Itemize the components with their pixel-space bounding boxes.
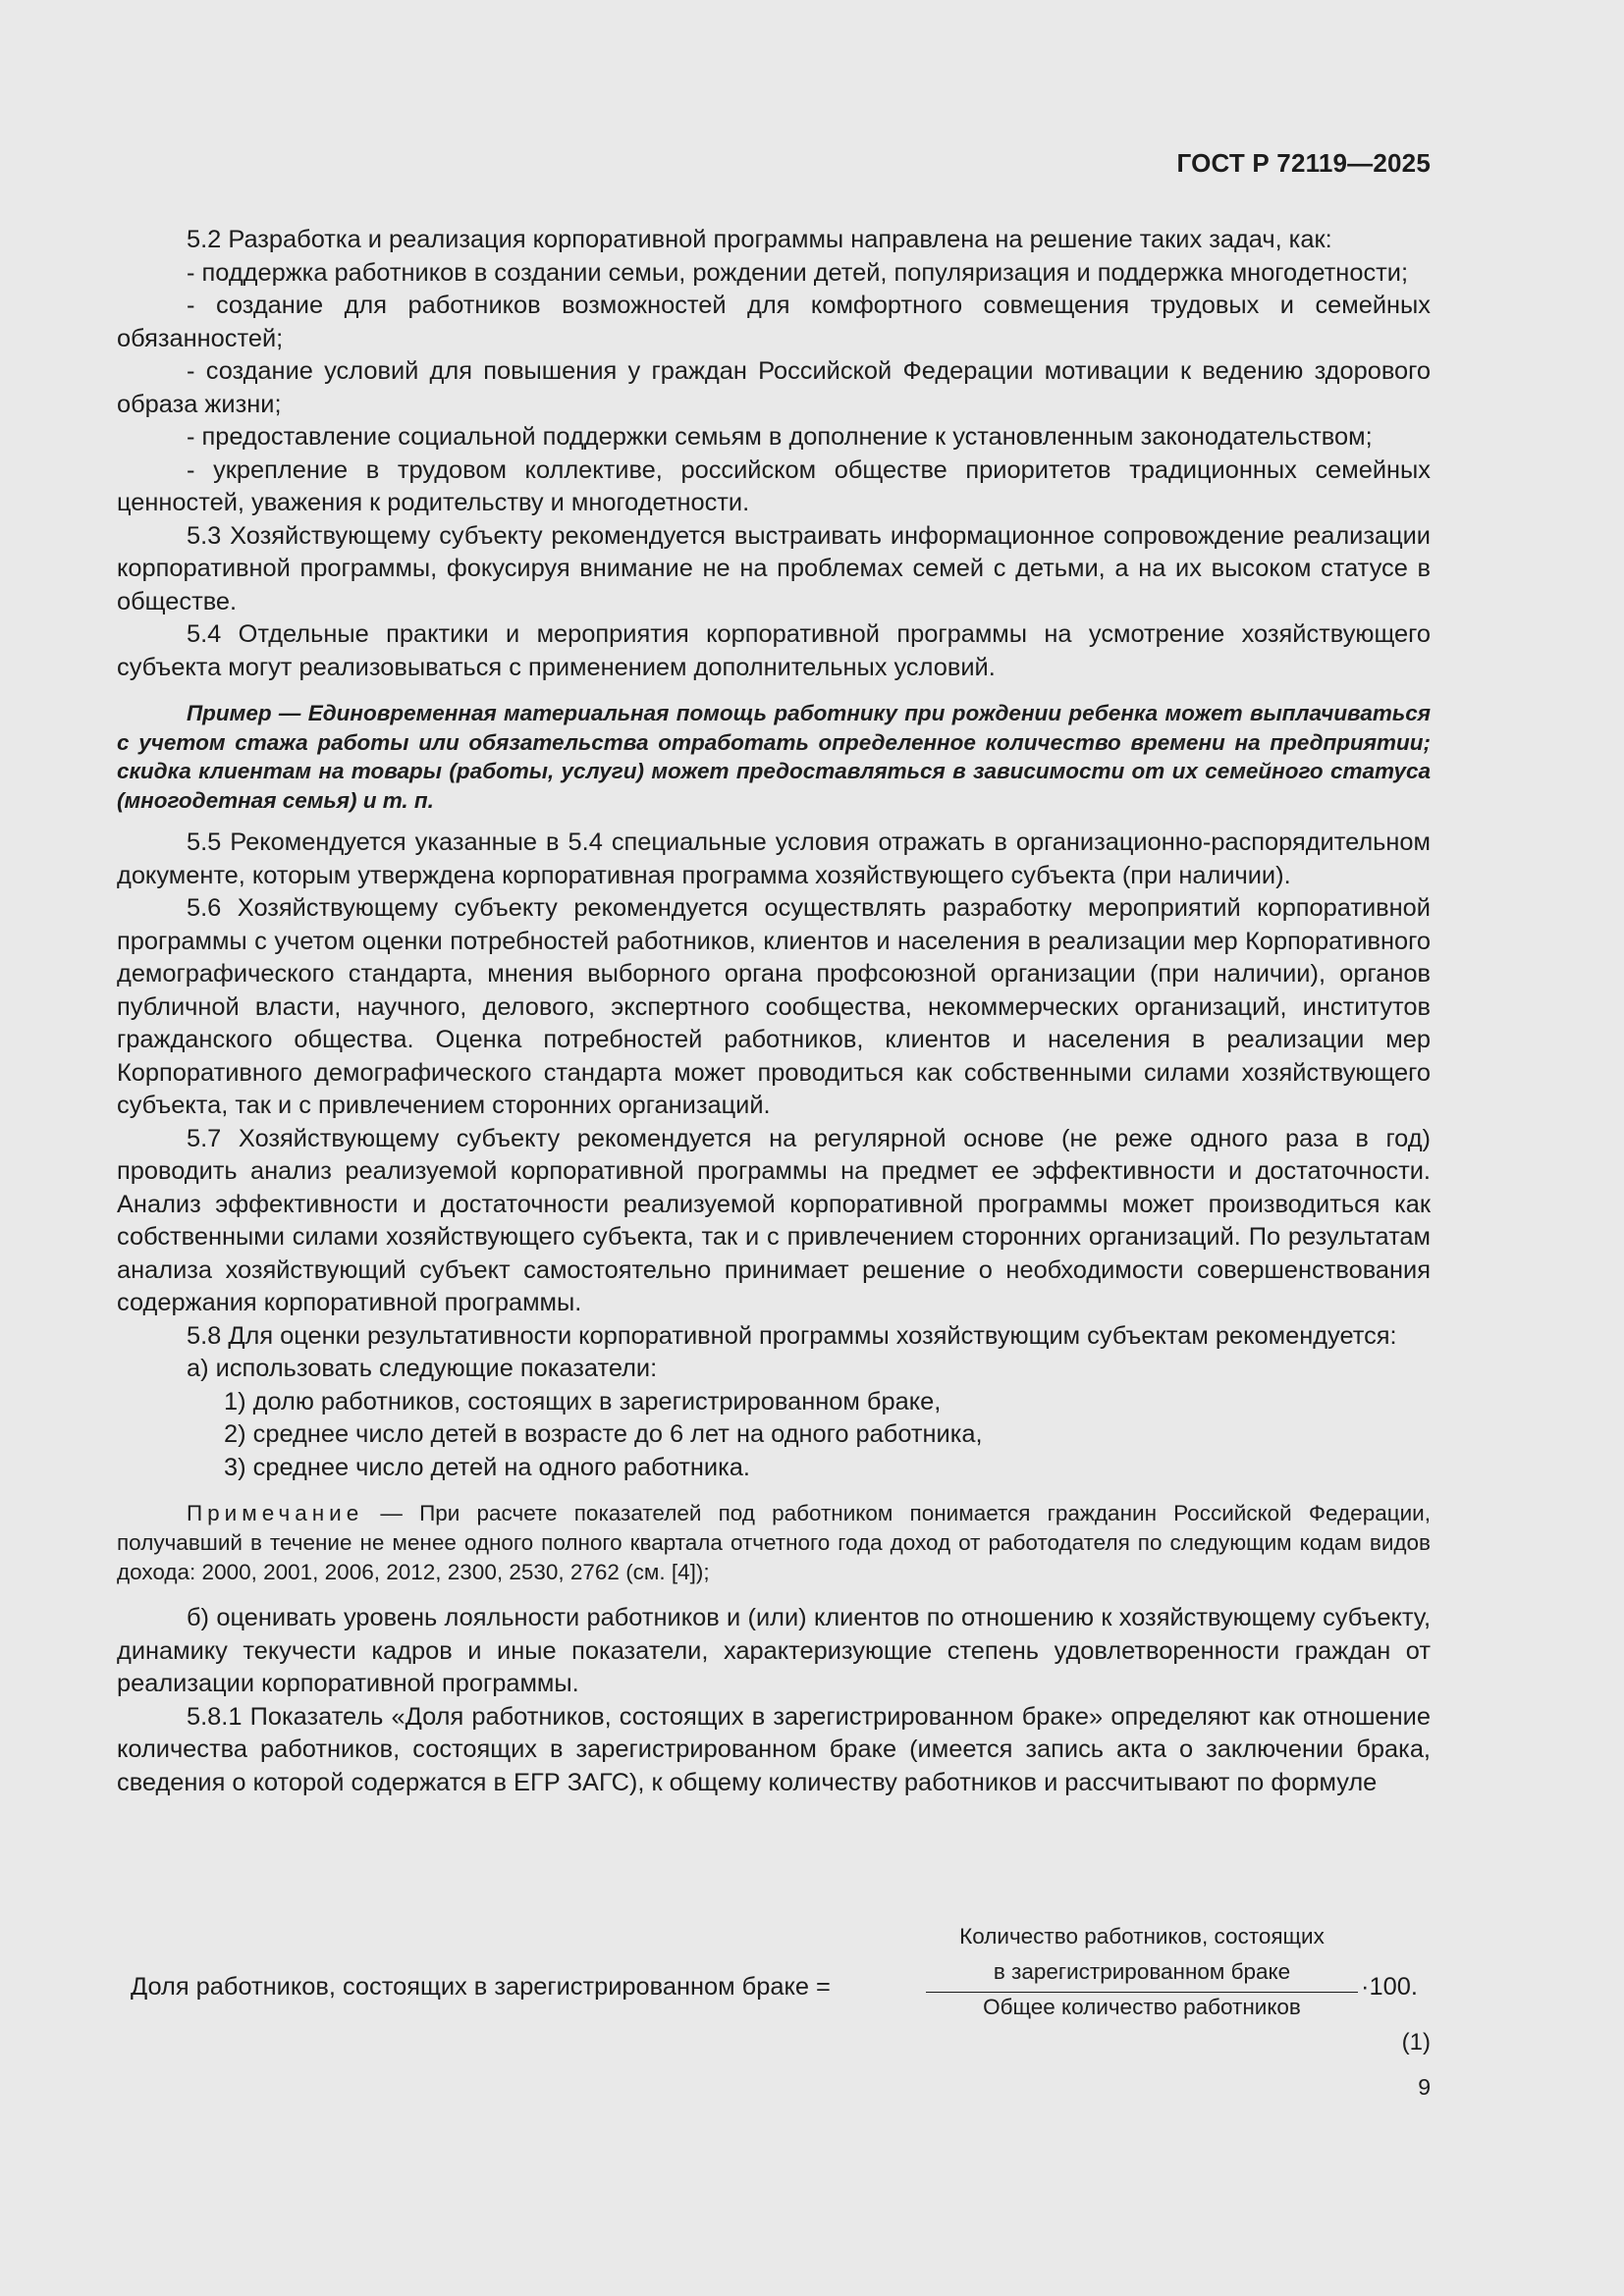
note-block [117, 1499, 1431, 1587]
formula-fraction [926, 1919, 1358, 2022]
list-item: - укрепление в трудовом коллективе, российском обществе приоритетов традиционных семейных ценностей, уважения к родительству и многодетности. [117, 455, 1431, 516]
paragraph: 5.5 Рекомендуется указанные в 5.4 специальные условия отражать в организационно-распорядительном документе, которым утверждена корпоративная программа хозяйствующего субъекта (при наличии). [117, 828, 1431, 889]
example-block: Пример — Единовременная материальная помощь работнику при рождении ребенка может выплачиваться с учетом стажа работы или обязательства отработать определенное количество времени на предприятии; скидка клиентам на товары (работы, услуги) может предоставляться в зависимости от их семейного статуса (многодетная семья) и т. п. [117, 701, 1431, 813]
page-number: 9 [1418, 2074, 1431, 2100]
paragraph: 5.2 Разработка и реализация корпоративной программы направлена на решение таких задач, как: [187, 226, 1332, 253]
list-item: а) использовать следующие показатели: [187, 1355, 658, 1382]
paragraph: 5.4 Отдельные практики и мероприятия корпоративной программы на усмотрение хозяйствующего субъекта могут реализовываться с применением дополнительных условий. [117, 620, 1431, 681]
document-body [117, 224, 1431, 1799]
list-item: - создание для работников возможностей для комфортного совмещения трудовых и семейных обязанностей; [117, 292, 1431, 352]
sub-list-item: 1) долю работников, состоящих в зарегистрированном браке, [224, 1387, 942, 1415]
list-item: - предоставление социальной поддержки семьям в дополнение к установленным законодательством; [187, 423, 1373, 451]
list-item: - поддержка работников в создании семьи, рождении детей, популяризация и поддержка многодетности; [187, 258, 1409, 287]
paragraph: 5.8.1 Показатель «Доля работников, состоящих в зарегистрированном браке» определяют как отношение количества работников, состоящих в зарегистрированном браке (имеется запись акта о заключении брака, сведения о которой содержатся в ЕГР ЗАГС), к общему количеству работников и рассчитывают по формуле [117, 1702, 1431, 1796]
sub-list-item: 3) среднее число детей на одного работника. [224, 1453, 750, 1481]
formula-numerator-line2: в зарегистрированном браке [993, 1959, 1291, 1984]
paragraph: 5.3 Хозяйствующему субъекту рекомендуется выстраивать информационное сопровождение реализации корпоративной программы, фокусируя внимание не на проблемах семей с детьми, а на их высоком статусе в обществе. [117, 521, 1431, 615]
formula-multiplier: ·100. [1361, 1973, 1418, 2001]
list-item: б) оценивать уровень лояльности работников и (или) клиентов по отношению к хозяйствующему субъекту, динамику текучести кадров и иные показатели, характеризующие степень удовлетворенности граждан от реализации корпоративной программы. [117, 1604, 1431, 1697]
formula-lhs: Доля работников, состоящих в зарегистрированном браке = [131, 1973, 831, 2001]
paragraph: 5.8 Для оценки результативности корпоративной программы хозяйствующим субъектам рекомендуется: [187, 1321, 1397, 1350]
doc-code: ГОСТ Р 72119—2025 [1176, 148, 1431, 178]
note-text: — При расчете показателей под работником понимается гражданин Российской Федерации, получавший в течение не менее одного полного квартала отчетного года доход от работодателя по следующим кодам видов дохода: 2000, 2001, 2006, 2012, 2300, 2530, 2762 (см. [4]); [117, 1501, 1431, 1584]
sub-list-item: 2) среднее число детей в возрасте до 6 лет на одного работника, [224, 1420, 983, 1448]
paragraph: 5.7 Хозяйствующему субъекту рекомендуется на регулярной основе (не реже одного раза в год) проводить анализ реализуемой корпоративной программы на предмет ее эффективности и достаточности. Анализ эффективности и достаточности реализуемой корпоративной программы может производиться как собственными силами хозяйствующего субъекта, так и с привлечением сторонних организаций. По результатам анализа хозяйствующий субъект самостоятельно принимает решение о необходимости совершенствования содержания корпоративной программы. [117, 1124, 1431, 1316]
formula-denominator: Общее количество работников [983, 1995, 1301, 2019]
formula-numerator-line1: Количество работников, состоящих [959, 1924, 1325, 1949]
formula-numerator [926, 1919, 1358, 1993]
paragraph: 5.6 Хозяйствующему субъекту рекомендуется осуществлять разработку мероприятий корпоративной программы с учетом оценки потребностей работников, клиентов и населения в реализации мер Корпоративного демографического стандарта, мнения выборного органа профсоюзной организации (при наличии), органов публичной власти, научного, делового, экспертного сообщества, некоммерческих организаций, институтов гражданского общества. Оценка потребностей работников, клиентов и населения в реализации мер Корпоративного демографического стандарта может проводиться как собственными силами хозяйствующего субъекта, так и с привлечением сторонних организаций. [117, 894, 1431, 1119]
note-label: Примечание [187, 1501, 364, 1525]
list-item: - создание условий для повышения у граждан Российской Федерации мотивации к ведению здорового образа жизни; [117, 357, 1431, 418]
equation-number: (1) [1401, 2029, 1431, 2056]
